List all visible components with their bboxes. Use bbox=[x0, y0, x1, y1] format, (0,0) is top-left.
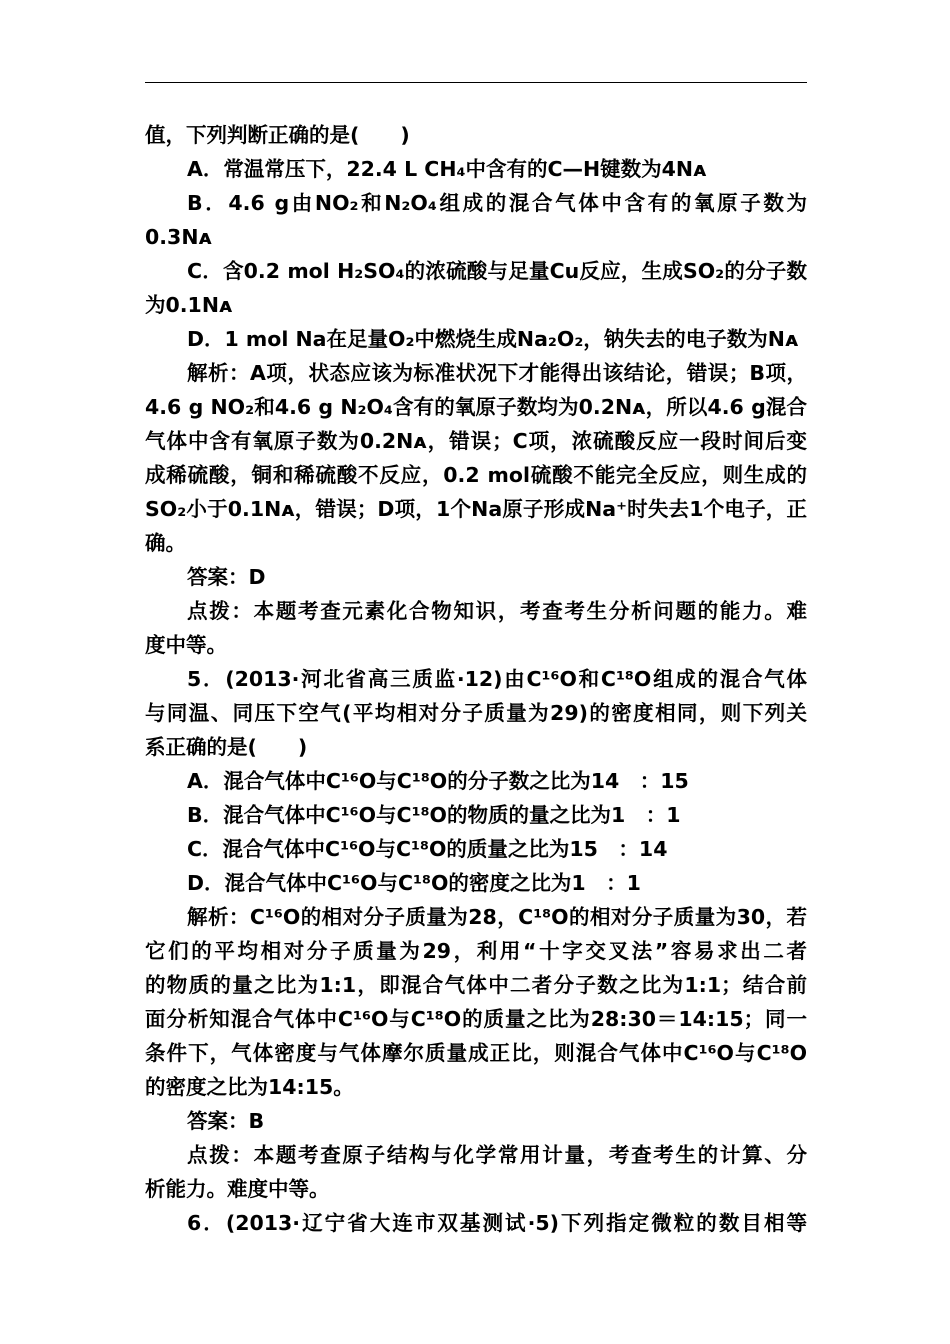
text-line: C．含0.2 mol H₂SO₄的浓硫酸与足量Cu反应，生成SO₂的分子数 bbox=[187, 259, 807, 283]
text-line: 点拨：本题考查原子结构与化学常用计量，考查考生的计算、分 bbox=[187, 1143, 807, 1167]
text-line: 条件下，气体密度与气体摩尔质量成正比，则混合气体中C¹⁶O与C¹⁸O bbox=[145, 1041, 807, 1065]
text-line: 确。 bbox=[145, 531, 186, 555]
text-line: 解析：A项，状态应该为标准状况下才能得出该结论，错误；B项， bbox=[187, 361, 807, 385]
text-line: C．混合气体中C¹⁶O与C¹⁸O的质量之比为15 ：14 bbox=[187, 837, 668, 861]
text-line: B．混合气体中C¹⁶O与C¹⁸O的物质的量之比为1 ：1 bbox=[187, 803, 681, 827]
text-line: 系正确的是( ) bbox=[145, 735, 308, 759]
text-line: 值，下列判断正确的是( ) bbox=[145, 123, 410, 147]
text-line: 答案：B bbox=[187, 1109, 265, 1133]
text-line: SO₂小于0.1Nᴀ，错误；D项，1个Na原子形成Na⁺时失去1个电子，正 bbox=[145, 497, 807, 521]
text-line: 0.3Nᴀ bbox=[145, 225, 212, 249]
document-body bbox=[145, 118, 807, 1240]
text-line: 4.6 g NO₂和4.6 g N₂O₄含有的氧原子数均为0.2Nᴀ，所以4.6 g混合 bbox=[145, 395, 807, 419]
text-line: 成稀硫酸，铜和稀硫酸不反应，0.2 mol硫酸不能完全反应，则生成的 bbox=[145, 463, 807, 487]
text-line: 度中等。 bbox=[145, 633, 227, 657]
text-line: A．混合气体中C¹⁶O与C¹⁸O的分子数之比为14 ：15 bbox=[187, 769, 689, 793]
text-line: 点拨：本题考查元素化合物知识，考查考生分析问题的能力。难 bbox=[187, 599, 807, 623]
text-line: D．混合气体中C¹⁶O与C¹⁸O的密度之比为1 ：1 bbox=[187, 871, 641, 895]
text-line: 答案：D bbox=[187, 565, 266, 589]
text-line: 析能力。难度中等。 bbox=[145, 1177, 330, 1201]
text-line: 气体中含有氧原子数为0.2Nᴀ，错误；C项，浓硫酸反应一段时间后变 bbox=[145, 429, 807, 453]
text-line: 与同温、同压下空气(平均相对分子质量为29)的密度相同，则下列关 bbox=[145, 701, 807, 725]
text-line: 它们的平均相对分子质量为29，利用“十字交叉法”容易求出二者 bbox=[145, 939, 807, 963]
text-line: 5．(2013·河北省高三质监·12)由C¹⁶O和C¹⁸O组成的混合气体 bbox=[187, 667, 807, 691]
text-line: 6．(2013·辽宁省大连市双基测试·5)下列指定微粒的数目相等 bbox=[187, 1211, 807, 1235]
text-line: B．4.6 g由NO₂和N₂O₄组成的混合气体中含有的氧原子数为 bbox=[187, 191, 807, 215]
text-line: 解析：C¹⁶O的相对分子质量为28，C¹⁸O的相对分子质量为30，若 bbox=[187, 905, 807, 929]
text-line: A．常温常压下，22.4 L CH₄中含有的C—H键数为4Nᴀ bbox=[187, 157, 707, 181]
header-rule bbox=[145, 82, 807, 83]
text-line: 的物质的量之比为1:1，即混合气体中二者分子数之比为1:1；结合前 bbox=[145, 973, 807, 997]
text-line: D．1 mol Na在足量O₂中燃烧生成Na₂O₂，钠失去的电子数为Nᴀ bbox=[187, 327, 799, 351]
text-line: 的密度之比为14:15。 bbox=[145, 1075, 354, 1099]
text-line: 为0.1Nᴀ bbox=[145, 293, 233, 317]
text-line: 面分析知混合气体中C¹⁶O与C¹⁸O的质量之比为28:30＝14:15；同一 bbox=[145, 1007, 807, 1031]
